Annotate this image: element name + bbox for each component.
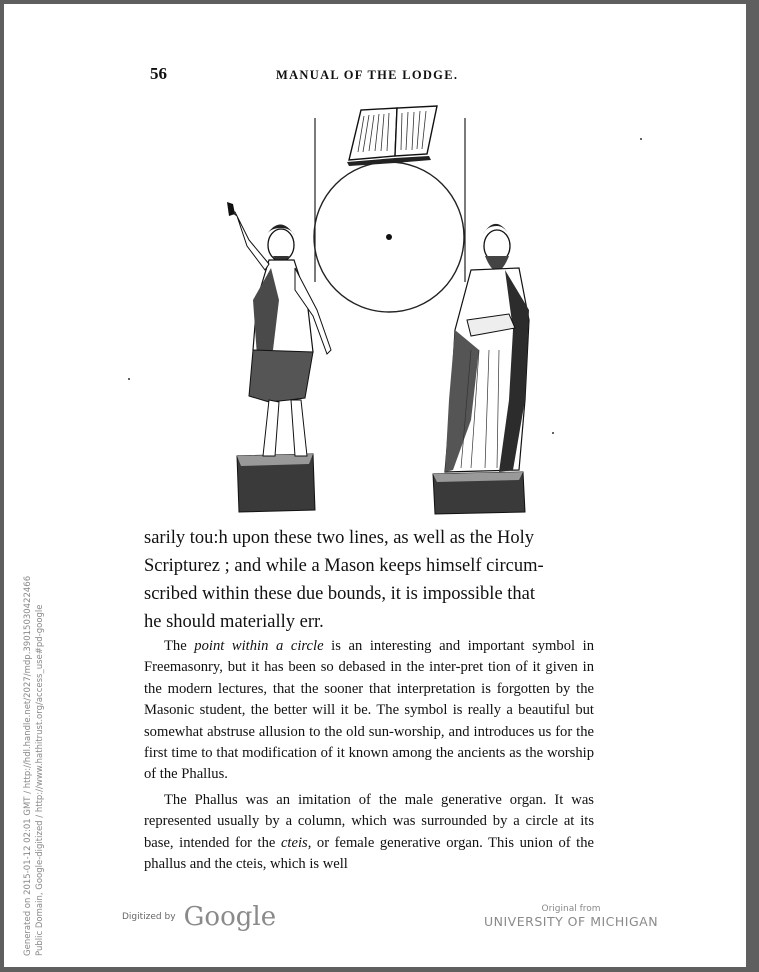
point-within-circle-engraving: [209, 100, 549, 518]
google-logo: Google: [183, 902, 277, 932]
text-line: sarily tou:h upon these two lines, as well as the Holy: [144, 528, 534, 548]
scan-speck: [128, 378, 130, 380]
text-line: Scripturez ; and while a Mason keeps himself circum-: [144, 556, 544, 576]
circle-with-point-icon: [314, 162, 464, 312]
emphasis: cteis: [280, 834, 308, 851]
digitized-by-label: Digitized by: [122, 912, 176, 922]
scanned-page: [4, 4, 746, 967]
scan-speck: [640, 138, 642, 140]
original-from-label: Original from: [541, 904, 601, 914]
paragraph: [144, 636, 594, 786]
paragraph-text: The Phallus was an imitation of the male generative organ. It was represented usually by a column, which was surrounded by a circle at its base, intended for the: [144, 791, 594, 851]
open-book-icon: [347, 106, 437, 166]
body-text: [144, 636, 594, 879]
continued-text: [144, 524, 596, 636]
paragraph-text: , or female generative organ. This union of the phallus and the cteis, which is well: [144, 834, 594, 873]
engraving-figure: [209, 100, 549, 518]
paragraph: [144, 790, 594, 876]
provenance-line-2: Public Domain, Google-digitized / http://www.hathitrust.org/access_use#pd-google: [35, 604, 45, 956]
right-saint-statue-icon: [433, 224, 529, 514]
provenance-line-1: Generated on 2015-01-12 02:01 GMT / http://hdl.handle.net/2027/mdp.39015030422466: [23, 575, 33, 956]
university-label: UNIVERSITY OF MICHIGAN: [484, 914, 659, 929]
text-line: scribed within these due bounds, it is impossible that: [144, 584, 536, 604]
running-head: MANUAL OF THE LODGE.: [276, 68, 459, 82]
paragraph-text: is an interesting and important symbol in Freemasonry, but it has been so debased in the inter-pret tion of it given in the modern lectures, that the sooner that interpretation is forgotten by the Masonic student, the better will it be. The symbol is really a beautiful but somewhat abstruse allusion to the old sun-worship, and introduces us for the first time to that modification of it known among the ancients as the worship of the Phallus.: [144, 638, 594, 783]
paragraph-lead: The: [164, 638, 195, 654]
google-watermark: [122, 902, 276, 932]
scan-speck: [552, 432, 554, 434]
provenance-note: [22, 576, 46, 956]
text-line: he should materially err.: [144, 612, 324, 632]
library-watermark: [484, 904, 658, 929]
page-number: 56: [150, 64, 167, 83]
emphasis: point within a circle: [194, 638, 324, 654]
